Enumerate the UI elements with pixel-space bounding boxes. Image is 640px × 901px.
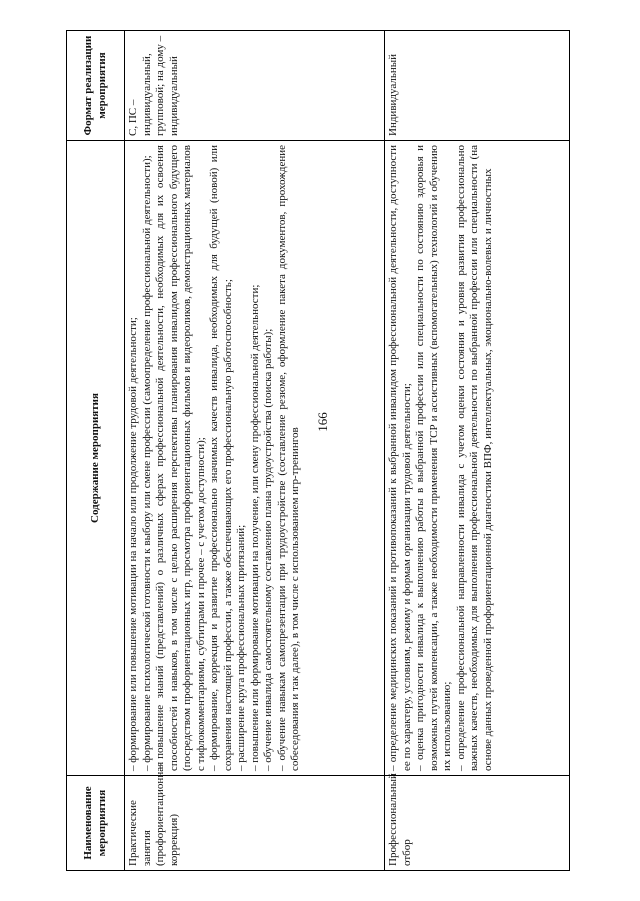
row-format: Индивидуальный [385, 31, 570, 141]
list-item: – формирование психологической готовности к выбору или смене профессии (самоопределение профессиональной деятельности); [140, 155, 153, 771]
activities-table [66, 30, 570, 871]
page-number: 166 [315, 412, 330, 432]
list-item: – расширение круга профессиональных притязаний; [235, 524, 248, 771]
header-activity-name: Наименование мероприятия [67, 776, 125, 871]
header-activity-content: Содержание мероприятия [67, 141, 125, 776]
rotated-table-container [66, 30, 570, 871]
list-item: – определение профессиональной направленности инвалида с учетом оценки состояния и уровня развития профессионально важных качеств, необходимых для выполнения профессиональной деятельности по выбранной профессии или специальности (на основе данных проведенной профориентационной диагностики ВПФ, интеллектуальных, эмоционально-волевых и личностных [454, 145, 494, 771]
list-item: – формирование, коррекция и развитие профессионально значимых качеств инвалида, необходимых для будущей (новой) или сохранения настоящей профессии, а также обеспечивающих его профессиональную работоспособность; [208, 145, 234, 771]
list-item: – определение медицинских показаний и противопоказаний к выбранной инвалидом профессиональной деятельности, доступности ее по характеру, условиям, режиму и формам организации трудовой деятельности; [387, 145, 413, 771]
table-row [385, 31, 570, 871]
row-content [385, 141, 570, 776]
list-item: – формирование или повышение мотивации на начало или продолжение трудовой деятельности; [127, 317, 139, 771]
row-name: Практические занятия (профориентационная коррекция) [125, 776, 385, 871]
row-name: Профессиональный отбор [385, 776, 570, 871]
row-content [125, 141, 385, 776]
list-item: – оценка пригодности инвалида к выполнению работы в выбранной профессии или специальности по состоянию здоровья и возможных путей компенсации, а также необходимости применения ТСР и ассистивных (вспомогательных) технологий и обучению их использованию; [414, 145, 454, 771]
table-row [125, 31, 385, 871]
list-item: – повышение знаний (представлений) о различных сферах профессиональной деятельности, необходимых для их освоения способностей и навыков, в том числе с целью расширения перспективы планирования инвалидом профессионального будущего (посредством профориентационных игр, просмотра профориентационных фильмов и видеороликов, демонстрационных материалов с тифлокомментариями, субтитрами и прочее – с учетом доступности); [154, 145, 207, 771]
list-item: – обучение навыкам самопрезентации при трудоустройстве (составление резюме, оформление пакета документов, прохождение собеседования и так далее), в том числе с использованием игр-тренингов [275, 145, 302, 771]
header-activity-format: Формат реализации мероприятия [67, 31, 125, 141]
row-format: С, ПС – индивидуальный, групповой; на дому – индивидуальный [125, 31, 385, 141]
list-item: – повышение или формирование мотивации на получение, или смену профессиональной деятельности; [248, 284, 261, 771]
list-item: – обучение инвалида самостоятельному составлению плана трудоустройства (поиска работы); [262, 328, 275, 771]
